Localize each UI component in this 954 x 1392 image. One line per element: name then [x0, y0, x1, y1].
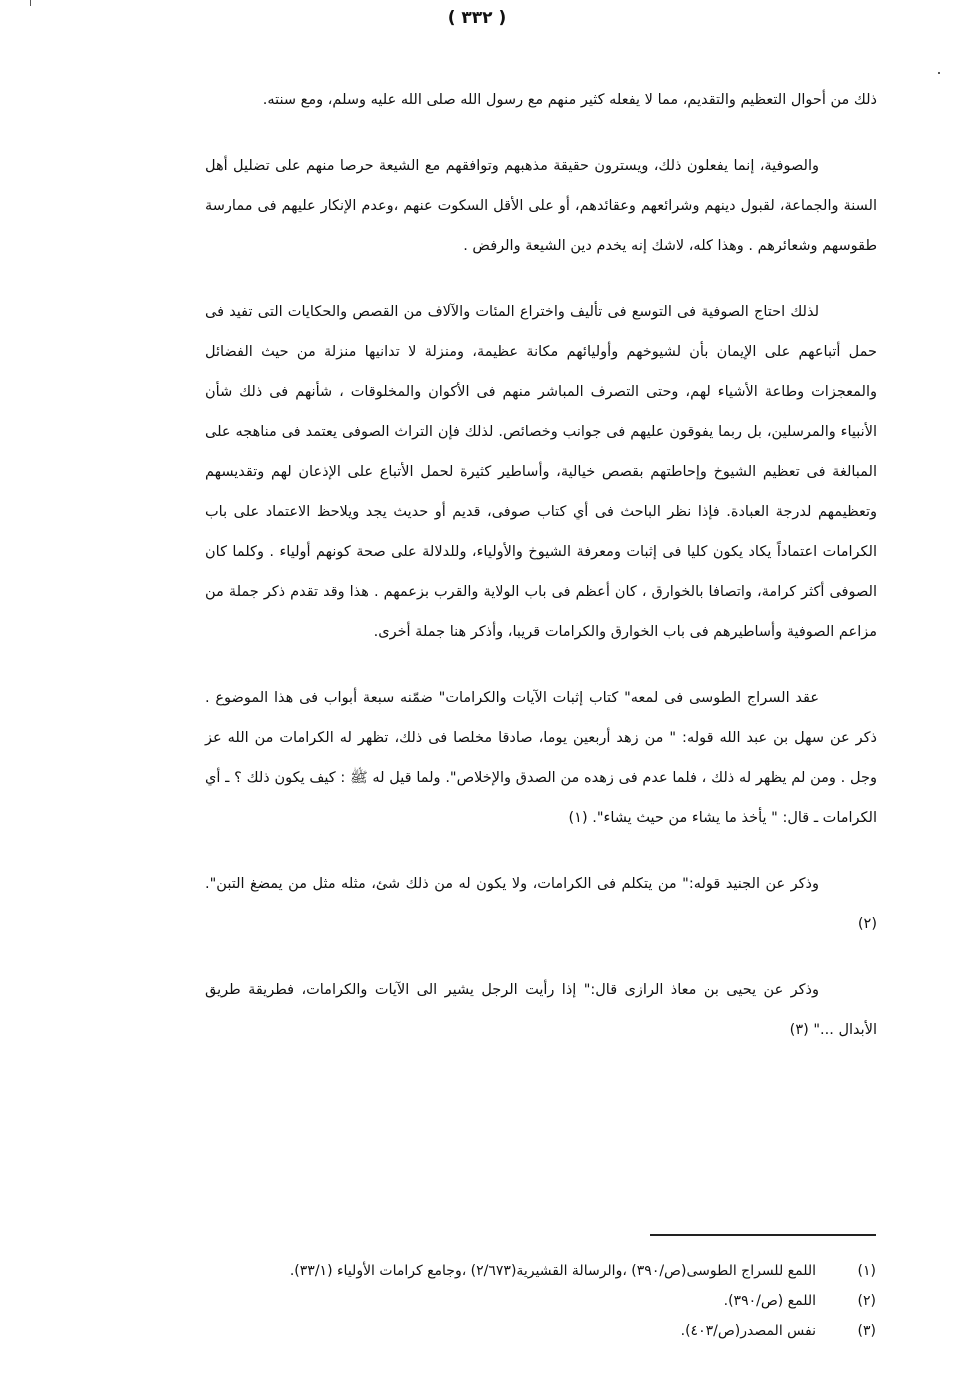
paragraph: ذلك من أحوال التعظيم والتقديم، مما لا يفعله كثير منهم مع رسول الله صلى الله عليه وسلم، ومع سنته.: [262, 92, 877, 108]
page-number: ( ٣٣٢ ): [447, 8, 507, 28]
scan-artifact: [30, 0, 31, 6]
footnotes: [200, 1256, 876, 1346]
footnote-number: (٣): [857, 1323, 876, 1339]
footnote: [200, 1286, 876, 1316]
footnote: [200, 1256, 876, 1286]
paragraph: عقد السراج الطوسى فى لمعه" كتاب إثبات الآيات والكرامات" ضمّنه سبعة أبواب فى هذا الموضوع . ذكر عن سهل بن عبد الله قوله: " من زهد أربعين يوما، صادقا مخلصا فى ذلك، تظهر له الكرامات من الله عز وجل . ومن لم يظهر له ذلك ، فلما عدم فى زهده من الصدق والإخلاص". ولما قيل له ﷺ : كيف يكون ذلك ؟ ـ أي الكرامات ـ قال: " يأخذ ما يشاء من حيث يشاء". (١): [205, 690, 877, 826]
paragraph: والصوفية، إنما يفعلون ذلك، ويسترون حقيقة مذهبهم وتوافقهم مع الشيعة حرصا منهم على تضليل أهل السنة والجماعة، لقبول دينهم وشرائعهم وعقائدهم، أو على الأقل السكوت عنهم ،وعدم الإنكار عليهم فى ممارسة طقوسهم وشعائرهم . وهذا كله، لاشك إنه يخدم دين الشيعة والرفض .: [205, 158, 877, 254]
paragraph: وذكر عن يحيى بن معاذ الرازى قال:" إذا رأيت الرجل يشير الى الآيات والكرامات، فطريقة طريق الأبدال ..." (٣): [205, 982, 877, 1038]
paragraph: لذلك احتاج الصوفية فى التوسع فى تأليف واختراع المئات والآلاف من القصص والحكايات التى تفيد فى حمل أتباعهم على الإيمان بأن لشيوخهم وأوليائهم مكانة عظيمة، ومنزلة لا تدانيها منزلة من حيث الفضائل والمعجزات وطاعة الأشياء لهم، وحتى التصرف المباشر منهم فى الأكوان والمخلوقات ، شأنهم فى ذلك شأن الأنبياء والمرسلين، بل ربما يفوقون عليهم فى جوانب وخصائص. لذلك فإن التراث الصوفى يعتمد فى مناهجه على المبالغة فى تعظيم الشيوخ وإحاطتهم بقصص خيالية، وأساطير كثيرة لحمل الأتباع على الإذعان لهم وتقديسهم وتعظيمهم لدرجة العبادة. فإذا نظر الباحث فى أي كتاب صوفى، قديم أو حديث يجد ويلاحظ الاعتماد على باب الكرامات اعتماداً يكاد يكون كليا فى إثبات ومعرفة الشيوخ والأولياء، وللدلالة على صحة كونهم أولياء . وكلما كان الصوفى أكثر كرامة، واتصافا بالخوارق ، كان أعظم فى باب الولاية والقرب بزعمهم . هذا وقد تقدم ذكر جملة من مزاعم الصوفية وأساطيرهم فى باب الخوارق والكرامات قريبا، وأذكر هنا جملة أخرى.: [205, 304, 877, 640]
footnote: [200, 1316, 876, 1346]
footnote-text: اللمع للسراج الطوسى(ص/٣٩٠) ،والرسالة القشيرية(٢/٦٧٣) ،وجامع كرامات الأولياء (٣٣/١).: [289, 1263, 816, 1279]
footnote-number: (٢): [857, 1293, 876, 1309]
footnote-text: اللمع (ص/٣٩٠).: [723, 1293, 816, 1309]
footnote-text: نفس المصدر(ص/٤٠٣).: [680, 1323, 816, 1339]
scan-artifact: [938, 72, 940, 74]
body-text: [205, 80, 877, 1050]
paragraph: وذكر عن الجنيد قوله:" من يتكلم فى الكرامات، ولا يكون له من ذلك شئ، مثله مثل من يمضغ التبن". (٢): [205, 876, 877, 932]
footnote-separator: [650, 1234, 876, 1236]
footnote-number: (١): [857, 1263, 876, 1279]
